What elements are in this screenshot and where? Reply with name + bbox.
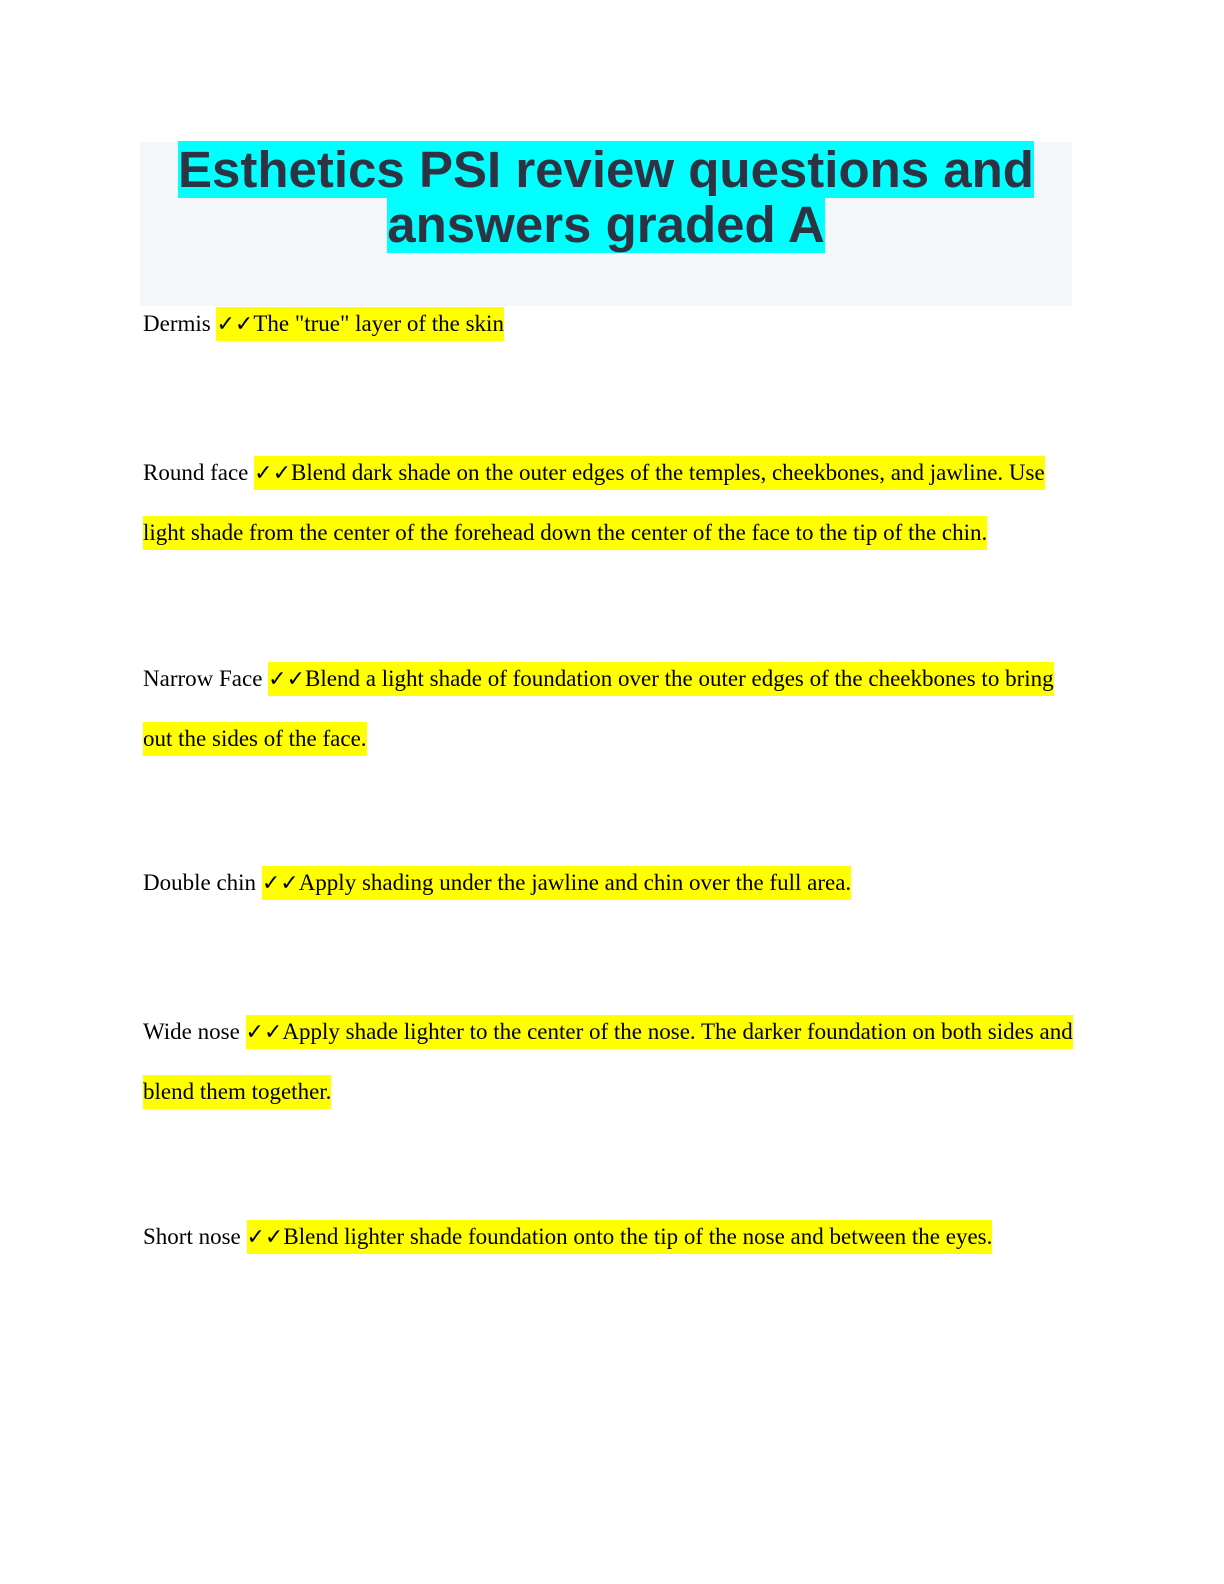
document-title <box>140 142 1072 252</box>
answer-highlight <box>143 1015 1073 1109</box>
answer-highlight <box>247 1220 993 1254</box>
double-check-icon: ✓✓ <box>261 871 299 896</box>
answer-text: The "true" layer of the skin <box>253 311 504 336</box>
answer-highlight <box>143 662 1054 756</box>
answer-highlight <box>143 456 1045 550</box>
qa-entry-dermis <box>143 294 1083 354</box>
term: Dermis <box>143 311 211 336</box>
answer-highlight <box>216 307 503 341</box>
answer-text: Apply shading under the jawline and chin over the full area. <box>298 870 852 895</box>
term: Double chin <box>143 870 257 895</box>
double-check-icon: ✓✓ <box>268 667 306 692</box>
title-highlight: Esthetics PSI review questions and answers graded A <box>178 141 1034 253</box>
double-check-icon: ✓✓ <box>246 1225 284 1250</box>
double-check-icon: ✓✓ <box>245 1020 283 1045</box>
term: Round face <box>143 460 249 485</box>
qa-entry-round-face <box>143 443 1083 562</box>
answer-highlight <box>262 866 851 900</box>
answer-text: Blend a light shade of foundation over the outer edges of the cheekbones to bring out the sides of the face. <box>143 666 1054 751</box>
answer-text: Blend dark shade on the outer edges of the temples, cheekbones, and jawline. Use light shade from the center of the forehead down the center of the face to the tip of the chin. <box>143 460 1045 545</box>
qa-entry-double-chin <box>143 853 1083 913</box>
double-check-icon: ✓✓ <box>216 312 254 337</box>
answer-text: Apply shade lighter to the center of the nose. The darker foundation on both sides and blend them together. <box>143 1019 1073 1104</box>
qa-entry-wide-nose <box>143 1002 1083 1121</box>
term: Wide nose <box>143 1019 240 1044</box>
qa-entry-short-nose <box>143 1207 1083 1267</box>
double-check-icon: ✓✓ <box>254 461 292 486</box>
answer-text: Blend lighter shade foundation onto the tip of the nose and between the eyes. <box>283 1224 993 1249</box>
qa-entry-narrow-face <box>143 649 1083 768</box>
term: Narrow Face <box>143 666 263 691</box>
term: Short nose <box>143 1224 241 1249</box>
